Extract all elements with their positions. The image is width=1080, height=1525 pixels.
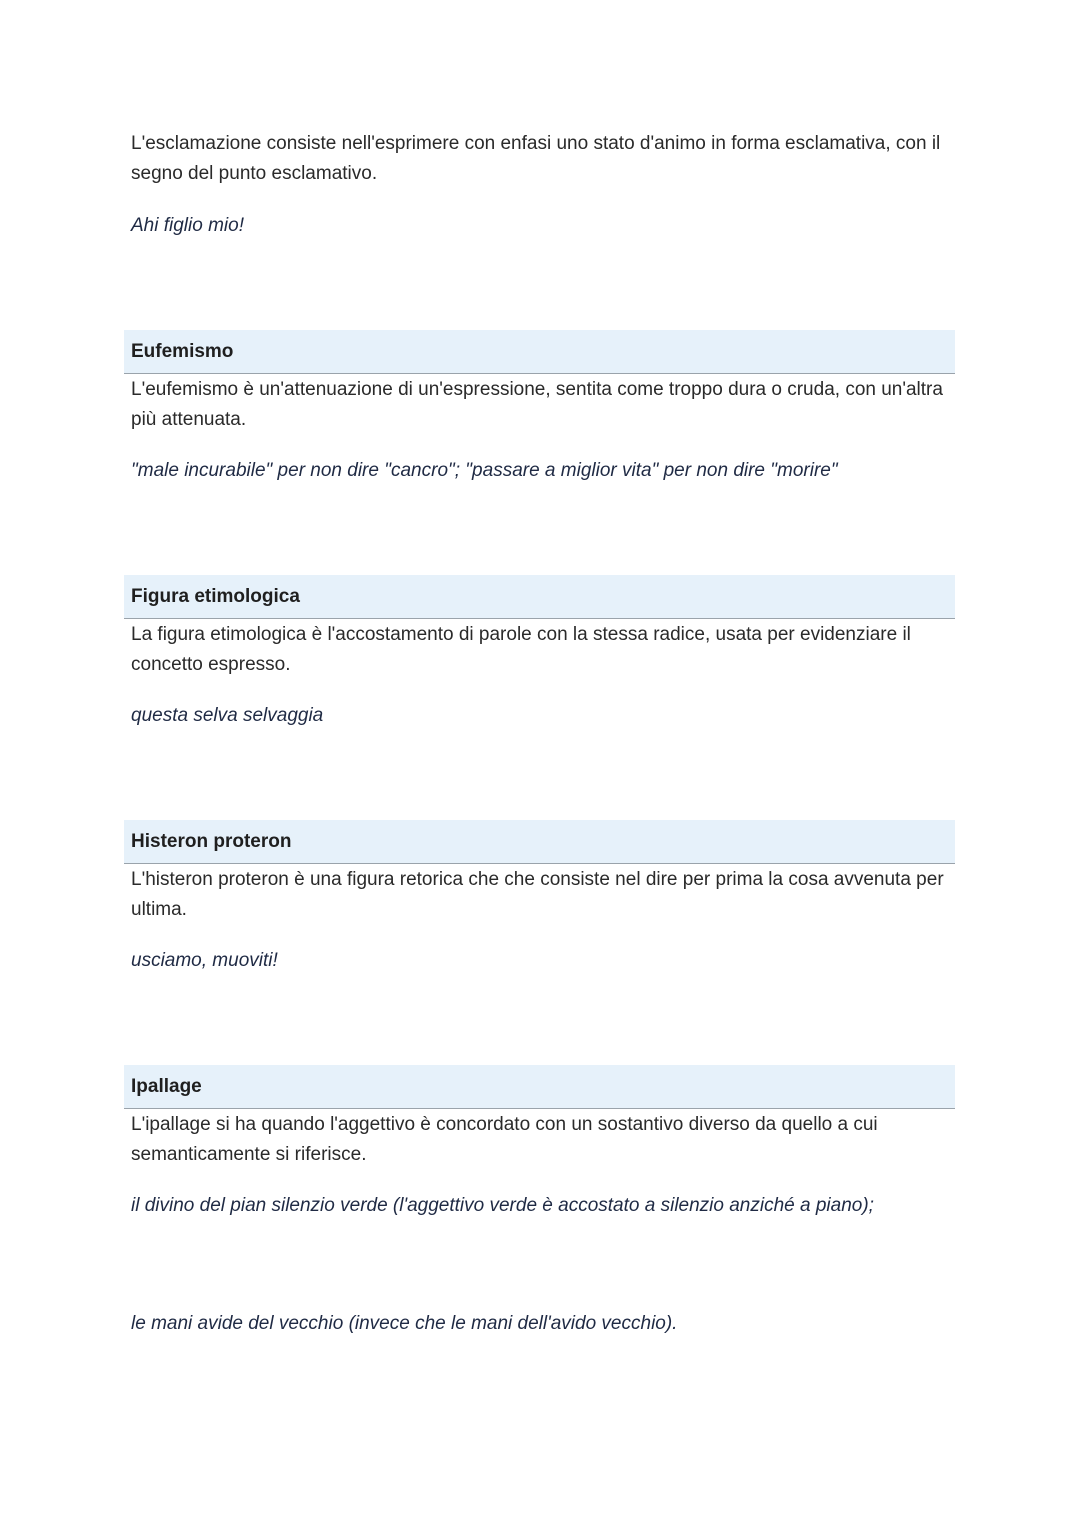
- intro-example: Ahi figlio mio!: [131, 215, 244, 236]
- section-example: il divino del pian silenzio verde (l'aggettivo verde è accostato a silenzio anziché a piano);: [131, 1195, 874, 1216]
- section-definition: L'eufemismo è un'attenuazione di un'espressione, sentita come troppo dura o cruda, con un'altra più attenuata.: [131, 379, 943, 430]
- section-example: usciamo, muoviti!: [131, 950, 278, 971]
- section-header-ipallage: [124, 1065, 955, 1109]
- section-title: Ipallage: [131, 1076, 202, 1097]
- intro-definition: L'esclamazione consiste nell'esprimere con enfasi uno stato d'animo in forma esclamativa, con il segno del punto esclamativo.: [131, 133, 941, 184]
- section-example: questa selva selvaggia: [131, 705, 324, 726]
- section-title: Histeron proteron: [131, 831, 292, 852]
- section-example-2: le mani avide del vecchio (invece che le mani dell'avido vecchio).: [131, 1313, 678, 1334]
- section-definition: L'histeron proteron è una figura retorica che che consiste nel dire per prima la cosa avvenuta per ultima.: [131, 869, 944, 920]
- section-header-eufemismo: [124, 330, 955, 374]
- section-example: "male incurabile" per non dire "cancro"; "passare a miglior vita" per non dire "morire": [131, 460, 838, 481]
- section-definition: L'ipallage si ha quando l'aggettivo è concordato con un sostantivo diverso da quello a cui semanticamente si riferisce.: [131, 1114, 878, 1165]
- section-definition: La figura etimologica è l'accostamento di parole con la stessa radice, usata per evidenziare il concetto espresso.: [131, 624, 911, 675]
- section-header-histeron-proteron: [124, 820, 955, 864]
- section-title: Eufemismo: [131, 341, 234, 362]
- section-header-figura-etimologica: [124, 575, 955, 619]
- section-title: Figura etimologica: [131, 586, 300, 607]
